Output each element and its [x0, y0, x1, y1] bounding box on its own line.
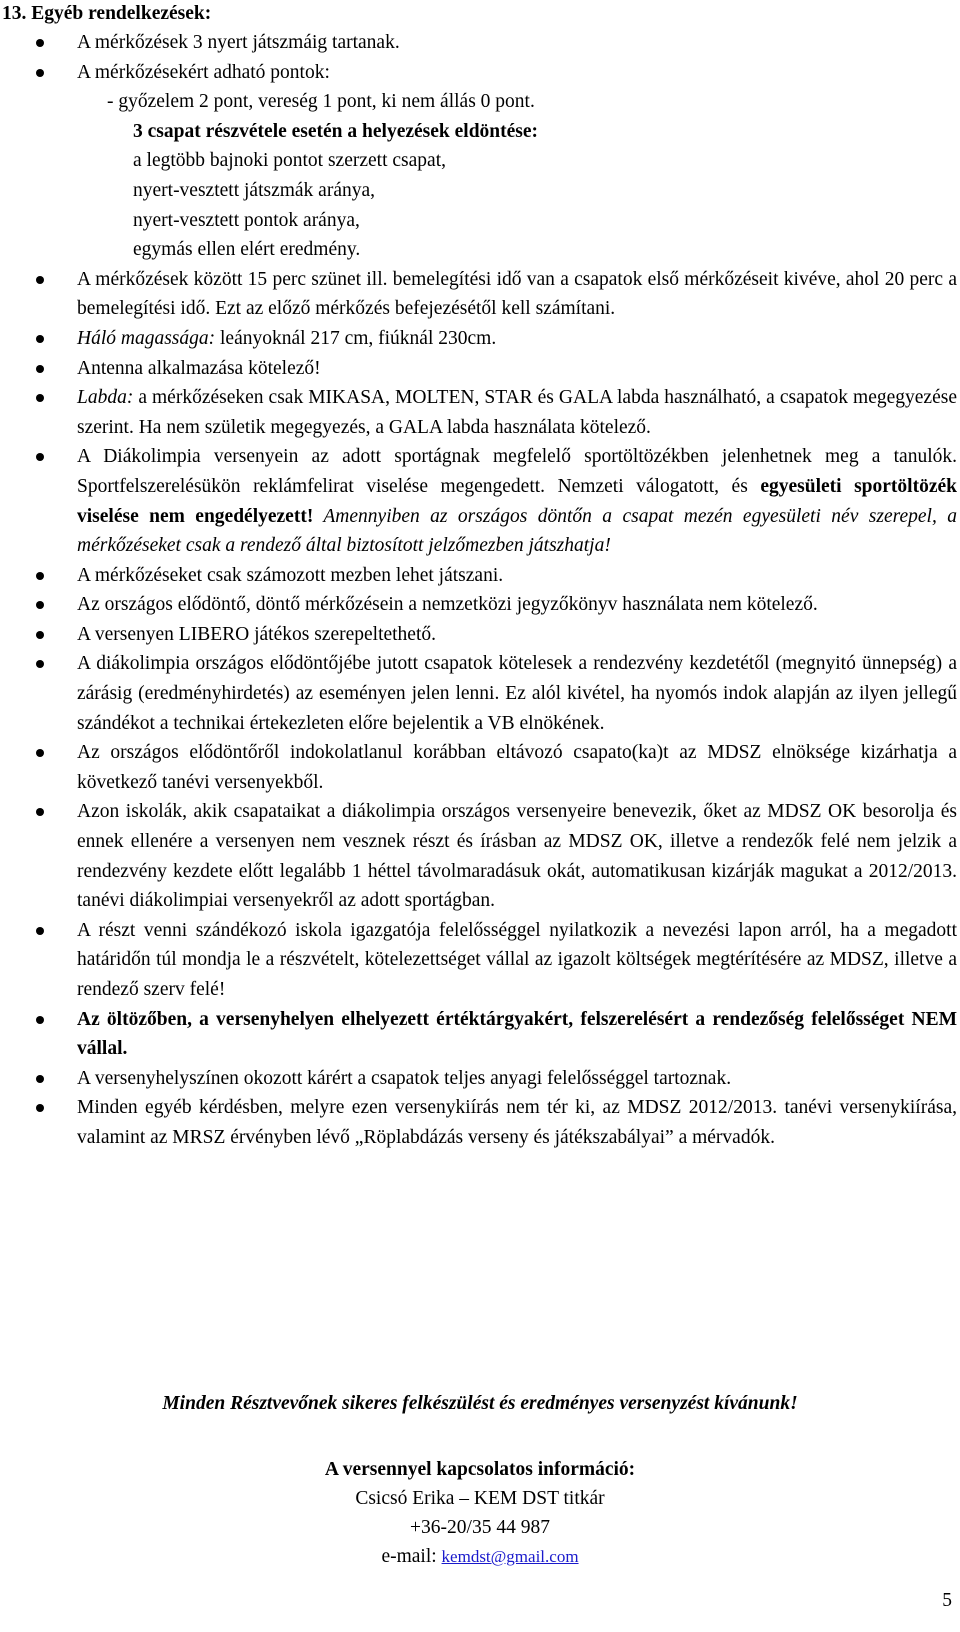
item-text: Antenna alkalmazása kötelező! — [77, 357, 321, 379]
contact-block — [0, 1455, 960, 1571]
bullet-icon — [36, 394, 44, 402]
contact-phone: +36-20/35 44 987 — [410, 1517, 550, 1538]
item-label: Labda: — [77, 387, 134, 409]
item-text: A diákolimpia országos elődöntőjébe jutott csapatok kötelesek a rendezvény kezdetétől (megnyitó ünnepség) a zárásig (eredményhirdetés) az eseményen jelen lenni. Ez alól kivétel, ha nyomós indok alapján az ilyen jellegű szándékot a technikai értekezleten előre bejelentik a VB elnökének. — [77, 653, 957, 734]
points-line: - győzelem 2 pont, vereség 1 pont, ki nem állás 0 pont. — [107, 91, 535, 113]
list-item — [0, 649, 957, 738]
item-text: Azon iskolák, akik csapataikat a diákolimpia országos versenyeire benevezik, őket az MDSZ OK besorolja és ennek ellenére a versenyen nem vesznek részt és írásban az MDSZ OK, illetve a rendezők felé nem jelzik a rendezvény kezdete előtt legalább 1 héttel távolmaradásuk okát, automatikusan kizárják magukat a 2012/2013. tanévi diákolimpiai versenyekről az adott sportágban. — [77, 801, 957, 912]
item-text: Az öltözőben, a versenyhelyen elhelyezett értéktárgyakért, felszerelésért a rendezőség felelősséget NEM vállal. — [77, 1008, 957, 1060]
list-item — [0, 1064, 957, 1094]
tiebreak-title: 3 csapat részvétele esetén a helyezések eldöntése: — [133, 120, 539, 142]
contact-title: A versennyel kapcsolatos információ: — [324, 1459, 636, 1480]
bullet-icon — [36, 1075, 44, 1083]
list-item — [0, 265, 957, 324]
bullet-icon — [36, 808, 44, 816]
list-item — [0, 590, 957, 620]
item-text: A mérkőzések között 15 perc szünet ill. bemelegítési idő van a csapatok első mérkőzéseit kivéve, ahol 20 perc a bemelegítési idő. Ezt az előző mérkőzés befejezésétől kell számítani. — [77, 268, 957, 320]
bullet-icon — [36, 69, 44, 77]
list-item — [0, 28, 957, 58]
bullet-icon — [36, 749, 44, 757]
bullet-icon — [36, 927, 44, 935]
bullet-icon — [36, 365, 44, 373]
list-item — [0, 1093, 957, 1152]
bullet-icon — [36, 453, 44, 461]
contact-name: Csicsó Erika – KEM DST titkár — [355, 1488, 605, 1509]
item-text: A Diákolimpia versenyein az adott sportágnak megfelelő sportöltözékben jelenhetnek meg a tanulók. Sportfelszerelésükön reklámfelirat viselése megengedett. Nemzeti válogatott, és — [77, 446, 957, 497]
bullet-icon — [36, 276, 44, 284]
page-number: 5 — [942, 1590, 952, 1611]
bullet-icon — [36, 1016, 44, 1024]
list-item — [0, 354, 957, 384]
closing-message: Minden Résztvevőnek sikeres felkészülést és eredményes versenyzést kívánunk! — [162, 1393, 798, 1414]
item-text: Minden egyéb kérdésben, melyre ezen versenykiírás nem tér ki, az MDSZ 2012/2013. tanévi versenykiírása, valamint az MRSZ érvényben lévő „Röplabdázás verseny és játékszabályai” a mérvadók. — [77, 1097, 957, 1148]
item-italic-text: Amennyiben az országos döntőn a csapat mezén egyesületi név szerepel, a mérkőzéseket csak a rendező által biztosított jelzőmezben játszhatja! — [77, 505, 957, 557]
list-item — [0, 442, 957, 560]
bullet-icon — [36, 572, 44, 580]
list-item — [0, 797, 957, 915]
bullet-icon — [36, 39, 44, 47]
list-item — [0, 58, 957, 265]
item-text: A mérkőzések 3 nyert játszmáig tartanak. — [77, 32, 400, 53]
list-item — [0, 620, 957, 650]
list-item — [0, 383, 957, 442]
list-item — [0, 324, 957, 354]
item-text: A versenyen LIBERO játékos szerepeltethető. — [77, 623, 437, 645]
item-text: A versenyhelyszínen okozott kárért a csapatok teljes anyagi felelősséggel tartoznak. — [77, 1067, 732, 1089]
bullet-icon — [36, 631, 44, 639]
item-label: Háló magassága: — [77, 327, 216, 349]
bullet-icon — [36, 335, 44, 343]
list-item — [0, 916, 957, 1005]
bullet-icon — [36, 660, 44, 668]
item-text: A részt venni szándékozó iskola igazgatója felelősséggel nyilatkozik a nevezési lapon arról, ha a megadott határidőn túl mondja le a részvételt, kötelezettséget vállal az igazolt költségek megtérítésére az MDSZ, illetve a rendező szerv felé! — [77, 919, 957, 1000]
email-label: e-mail: — [381, 1546, 442, 1567]
item-text: Az országos elődöntő, döntő mérkőzésein a nemzetközi jegyzőkönyv használata nem kötelező. — [77, 594, 818, 616]
contact-email-line — [0, 1542, 960, 1571]
tiebreak-line: egymás ellen elért eredmény. — [133, 239, 361, 261]
rules-list — [0, 28, 960, 1153]
list-item — [0, 561, 957, 591]
tiebreak-line: nyert-vesztett játszmák aránya, — [133, 179, 376, 201]
list-item — [0, 1005, 957, 1064]
item-text: Az országos elődöntőről indokolatlanul korábban eltávozó csapato(ka)t az MDSZ elnöksége kizárhatja a következő tanévi versenyekből. — [77, 742, 957, 793]
email-link[interactable]: kemdst@gmail.com — [441, 1547, 579, 1566]
bullet-icon — [36, 1104, 44, 1112]
item-text: A mérkőzésekért adható pontok: — [77, 61, 330, 83]
item-text: leányoknál 217 cm, fiúknál 230cm. — [215, 327, 497, 349]
list-item — [0, 738, 957, 797]
bullet-icon — [36, 601, 44, 609]
tiebreak-line: nyert-vesztett pontok aránya, — [133, 209, 360, 231]
item-text: a mérkőzéseken csak MIKASA, MOLTEN, STAR és GALA labda használható, a csapatok megegyezése szerint. Ha nem születik megegyezés, a GALA labda használata kötelező. — [77, 387, 957, 438]
section-heading: 13. Egyéb rendelkezések: — [2, 3, 212, 24]
tiebreak-line: a legtöbb bajnoki pontot szerzett csapat, — [133, 150, 446, 172]
item-text: A mérkőzéseket csak számozott mezben lehet játszani. — [77, 564, 504, 586]
item-bold-text: egyesületi sportöltözék viselése nem engedélyezett! — [77, 475, 957, 527]
